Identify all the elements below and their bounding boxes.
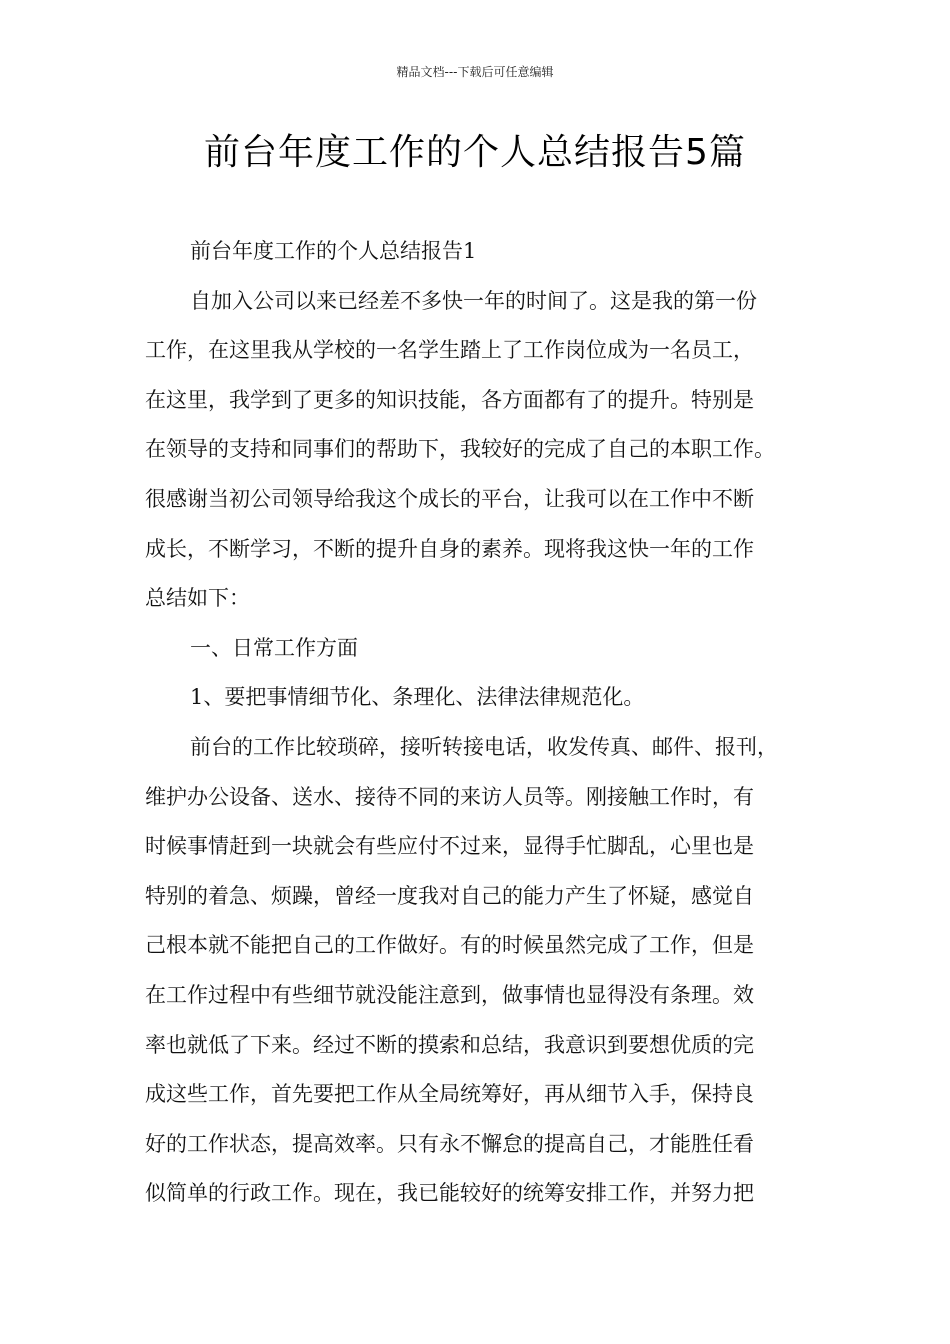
subsection-heading: 一、日常工作方面	[190, 635, 358, 660]
paragraph-line: 在工作过程中有些细节就没能注意到，做事情也显得没有条理。效	[145, 982, 754, 1007]
paragraph-line: 似简单的行政工作。现在，我已能较好的统筹安排工作，并努力把	[145, 1181, 754, 1206]
paragraph-line: 时候事情赶到一块就会有些应付不过来，显得手忙脚乱，心里也是	[145, 834, 754, 859]
paragraph-line: 在领导的支持和同事们的帮助下，我较好的完成了自己的本职工作。	[145, 437, 775, 462]
paragraph-line: 在这里，我学到了更多的知识技能，各方面都有了的提升。特别是	[145, 387, 754, 412]
document-body	[145, 227, 825, 1219]
paragraph-line: 前台的工作比较琐碎，接听转接电话，收发传真、邮件、报刊，	[190, 734, 778, 759]
paragraph-line: 成这些工作，首先要把工作从全局统筹好，再从细节入手，保持良	[145, 1082, 754, 1107]
paragraph-line: 成长，不断学习，不断的提升自身的素养。现将我这快一年的工作	[145, 536, 754, 561]
page-header: 精品文档---下载后可任意编辑	[396, 65, 554, 79]
paragraph-line: 好的工作状态，提高效率。只有永不懈怠的提高自己，才能胜任看	[145, 1131, 754, 1156]
paragraph-line: 自加入公司以来已经差不多快一年的时间了。这是我的第一份	[190, 288, 757, 313]
list-item-heading: 1、要把事情细节化、条理化、法律法律规范化。	[190, 685, 645, 710]
paragraph-line: 特别的着急、烦躁，曾经一度我对自己的能力产生了怀疑，感觉自	[145, 883, 754, 908]
paragraph-line: 维护办公设备、送水、接待不同的来访人员等。刚接触工作时，有	[145, 784, 754, 809]
document-title: 前台年度工作的个人总结报告5篇	[204, 132, 746, 173]
paragraph-line: 总结如下：	[145, 586, 250, 611]
paragraph-line: 工作，在这里我从学校的一名学生踏上了工作岗位成为一名员工，	[145, 338, 754, 363]
section-heading: 前台年度工作的个人总结报告1	[190, 239, 477, 263]
paragraph-line: 己根本就不能把自己的工作做好。有的时候虽然完成了工作，但是	[145, 933, 754, 958]
paragraph-line: 很感谢当初公司领导给我这个成长的平台，让我可以在工作中不断	[145, 486, 754, 511]
paragraph-line: 率也就低了下来。经过不断的摸索和总结，我意识到要想优质的完	[145, 1032, 754, 1057]
